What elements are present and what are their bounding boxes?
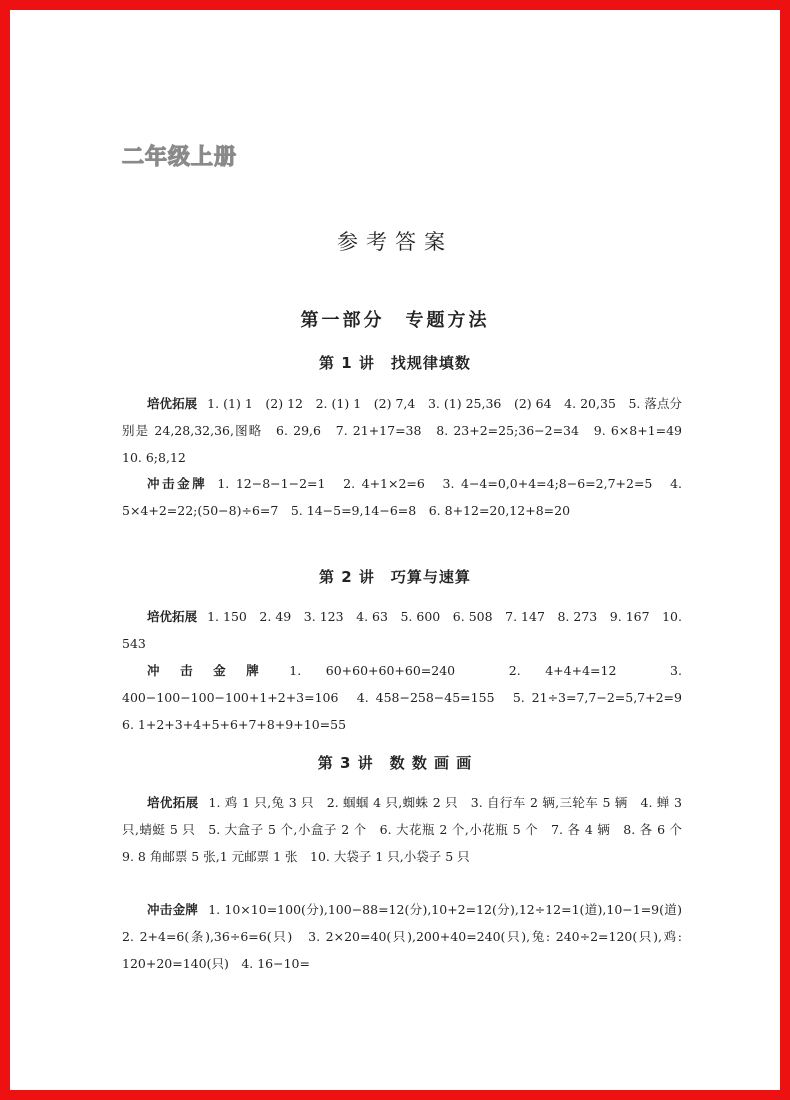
section-label: 冲击金牌 [147, 476, 208, 491]
page-title: 参考答案 [337, 230, 453, 254]
section-text: 1. 鸡 1 只,兔 3 只 2. 蝈蝈 4 只,蜘蛛 2 只 3. 自行车 2 辆,三轮车 5 辆 4. 蝉 3 只,蜻蜓 5 只 5. 大盒子 5 个,小盒子 2 个 6. 大花瓶 2 个,小花瓶 5 个 7. 各 4 辆 8. 各 6 个 9. 8 角邮票 5 张,1 元邮票 1 张 10. 大袋子 1 只,小袋子 5 只 [122, 795, 695, 864]
section-text: 1. (1) 1 (2) 12 2. (1) 1 (2) 7,4 3. (1) 25,36 (2) 64 4. 20,35 5. 落点分别是 24,28,32,36,图略 6. 29,6 7. 21+17=38 8. 23+2=25;36−2=34 9. 6×8+1=49 10. 6;8,12 [122, 396, 695, 465]
lesson-2-title: 第 2 讲 巧算与速算 [319, 568, 471, 586]
lesson-3-section-1 [122, 789, 695, 870]
lesson-1-title: 第 1 讲 找规律填数 [319, 354, 471, 372]
part-title: 第一部分 专题方法 [300, 310, 490, 331]
section-label: 培优拓展 [147, 609, 198, 624]
section-label: 冲击金牌 [147, 902, 199, 917]
lesson-1-section-2 [122, 470, 682, 524]
lesson-2-section-1 [122, 603, 682, 657]
section-text: 1. 150 2. 49 3. 123 4. 63 5. 600 6. 508 7. 147 8. 273 9. 167 10. 543 [122, 609, 682, 651]
grade-header: 二年级上册 [122, 145, 238, 170]
section-text: 1. 10×10=100(分),100−88=12(分),10+2=12(分),12÷12=1(道),10−1=9(道) 2. 2+4=6(条),36÷6=6(只) 3. 2×20=40(只),200+40=240(只),兔: 240÷2=120(只),鸡: 120+20=140(只) 4. 16−10= [122, 902, 695, 971]
lesson-3-title: 第 3 讲 数 数 画 画 [317, 754, 473, 772]
section-text: 1. 60+60+60+60=240 2. 4+4+4=12 3. 400−100−100−100+1+2+3=106 4. 458−258−45=155 5. 21÷3=7,7−2=5,7+2=9 6. 1+2+3+4+5+6+7+8+9+10=55 [122, 663, 695, 732]
lesson-3-section-2 [122, 896, 695, 977]
lesson-2-section-2 [122, 657, 695, 738]
section-label: 冲击金牌 [147, 663, 280, 678]
section-label: 培优拓展 [147, 396, 198, 411]
section-text: 1. 12−8−1−2=1 2. 4+1×2=6 3. 4−4=0,0+4=4;8−6=2,7+2=5 4. 5×4+2=22;(50−8)÷6=7 5. 14−5=9,14−6=8 6. 8+12=20,12+8=20 [122, 476, 682, 518]
section-label: 培优拓展 [147, 795, 199, 810]
lesson-1-section-1 [122, 390, 695, 471]
